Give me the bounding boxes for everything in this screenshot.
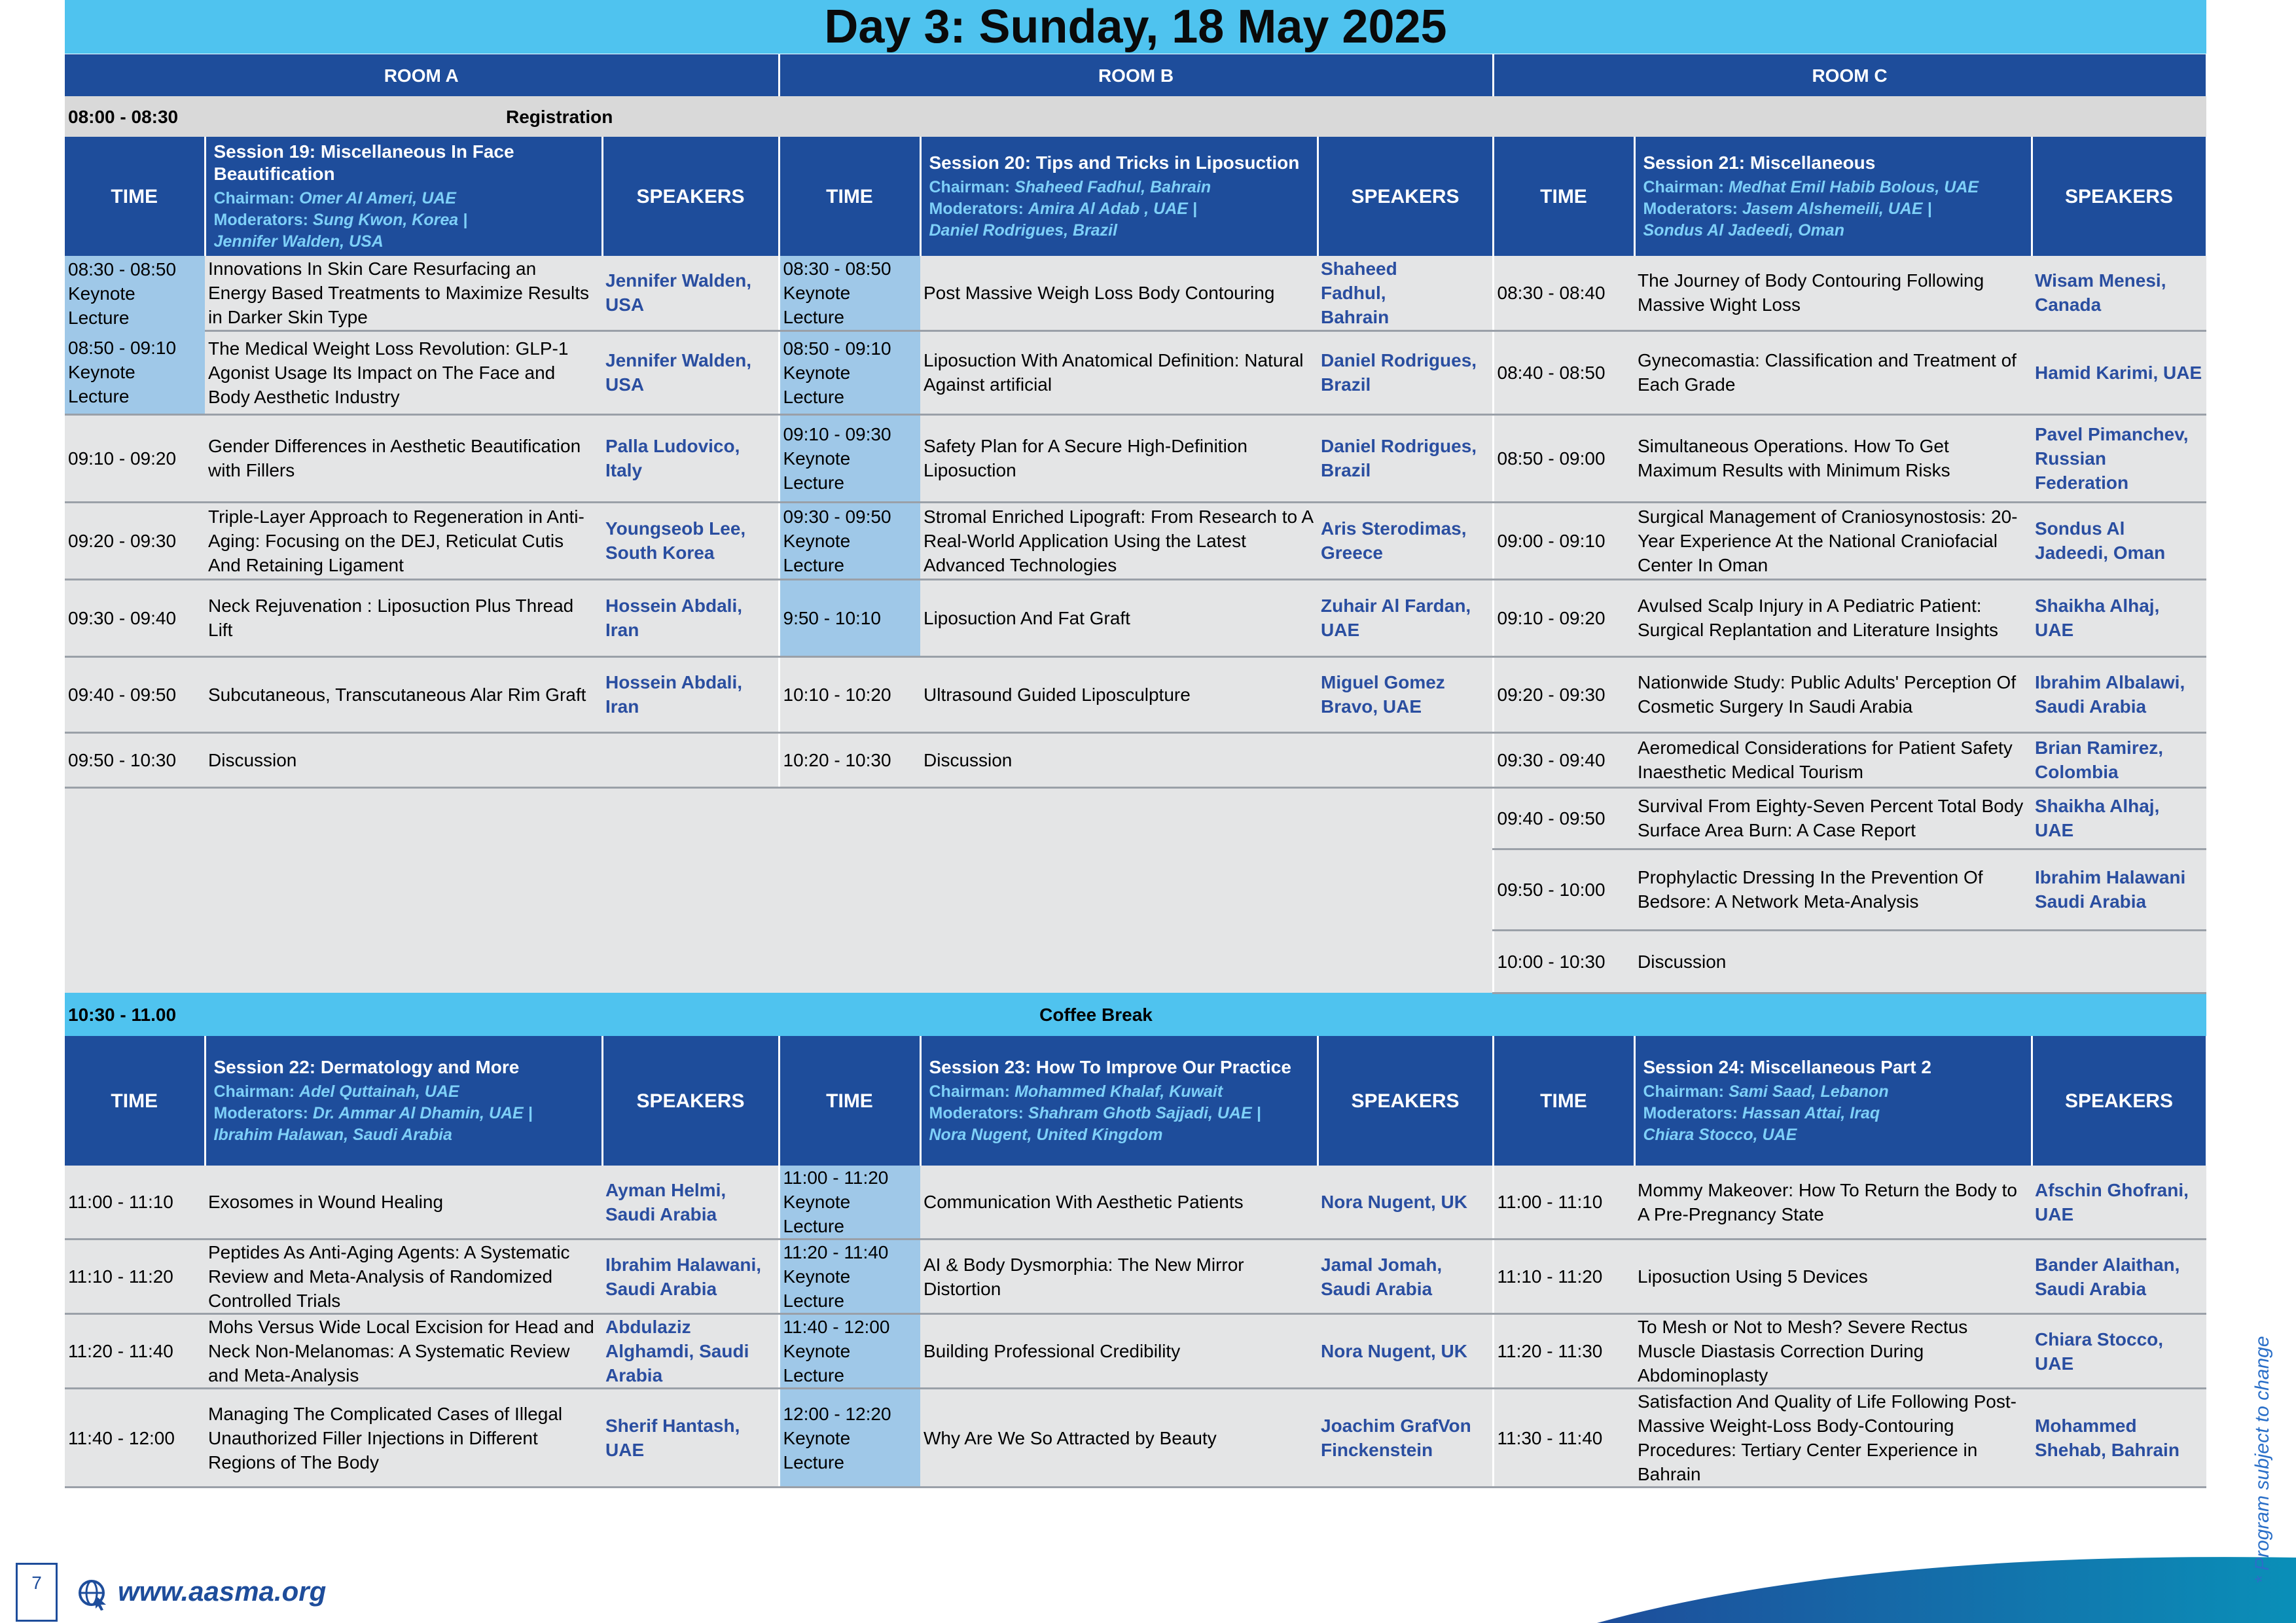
official-name: Amira Al Adab , UAE | xyxy=(1028,199,1197,218)
session-officials xyxy=(214,1103,598,1124)
coffee-label: Coffee Break xyxy=(205,993,2206,1036)
talk-topic: Building Professional Credibility xyxy=(920,1314,1318,1389)
keynote-time: 09:10 - 09:30 Keynote Lecture xyxy=(779,414,920,502)
talk-time: 09:10 - 09:20 xyxy=(65,414,205,502)
official-name: Medhat Emil Habib Bolous, UAE xyxy=(1729,177,1979,196)
session-title: Session 23: How To Improve Our Practice xyxy=(929,1056,1291,1077)
talk-time: 09:50 - 10:00 xyxy=(1493,849,1634,930)
role-label: Moderators: xyxy=(1643,199,1742,218)
room-header: ROOM A xyxy=(65,54,779,96)
speaker-name: Ibrahim Halawani, Saudi Arabia xyxy=(602,1240,779,1314)
keynote-time: 08:50 - 09:10 Keynote Lecture xyxy=(65,330,205,414)
role-label: Moderators: xyxy=(1643,1103,1742,1122)
speaker-name: Sherif Hantash, UAE xyxy=(602,1389,779,1488)
talk-time: 08:30 - 08:40 xyxy=(1493,256,1634,330)
session-header xyxy=(205,137,602,256)
official-name: Nora Nugent, United Kingdom xyxy=(929,1125,1163,1144)
session-title: Session 21: Miscellaneous xyxy=(1643,152,1876,173)
room-header: ROOM C xyxy=(1493,54,2206,96)
talk-topic: Liposuction Using 5 Devices xyxy=(1634,1240,2032,1314)
talk-topic: Simultaneous Operations. How To Get Maximum Results with Minimum Risks xyxy=(1634,414,2032,502)
time-column-header: TIME xyxy=(1493,137,1634,256)
coffee-time: 10:30 - 11.00 xyxy=(65,993,205,1036)
decorative-wave xyxy=(1597,1544,2296,1623)
keynote-time: 9:50 - 10:10 xyxy=(779,579,920,656)
session-officials xyxy=(929,198,1314,220)
speaker-name: Joachim GrafVon Finckenstein xyxy=(1318,1389,1493,1488)
official-name: Dr. Ammar Al Dhamin, UAE | xyxy=(312,1103,533,1122)
talk-time: 09:50 - 10:30 xyxy=(65,732,205,787)
talk-topic: Why Are We So Attracted by Beauty xyxy=(920,1389,1318,1488)
official-name: Daniel Rodrigues, Brazil xyxy=(929,221,1118,240)
official-name: Chiara Stocco, UAE xyxy=(1643,1125,1797,1144)
session-officials xyxy=(1643,1124,2028,1146)
speaker-name: Daniel Rodrigues, Brazil xyxy=(1318,414,1493,502)
speaker-name: Palla Ludovico, Italy xyxy=(602,414,779,502)
talk-time: 11:00 - 11:10 xyxy=(1493,1166,1634,1240)
speaker-name: Shaheed Fadhul, Bahrain xyxy=(1318,256,1493,330)
talk-topic: Exosomes in Wound Healing xyxy=(205,1166,602,1240)
talk-time: 08:40 - 08:50 xyxy=(1493,330,1634,414)
speaker-name: Daniel Rodrigues, Brazil xyxy=(1318,330,1493,414)
talk-topic: Surgical Management of Craniosynostosis: 20-Year Experience At the National Craniofacial Center In Oman xyxy=(1634,502,2032,579)
session-header xyxy=(1634,137,2032,256)
keynote-time: 12:00 - 12:20 Keynote Lecture xyxy=(779,1389,920,1488)
talk-topic: Peptides As Anti-Aging Agents: A Systematic Review and Meta-Analysis of Randomized Controlled Trials xyxy=(205,1240,602,1314)
official-name: Mohammed Khalaf, Kuwait xyxy=(1014,1082,1223,1101)
keynote-time: 08:30 - 08:50 Keynote Lecture xyxy=(779,256,920,330)
talk-time: 09:40 - 09:50 xyxy=(65,656,205,732)
speaker-name xyxy=(1318,732,1493,787)
session-officials xyxy=(929,1081,1314,1103)
speaker-name: Ibrahim Halawani Saudi Arabia xyxy=(2032,849,2206,930)
time-column-header: TIME xyxy=(1493,1036,1634,1166)
disclaimer-note: * Program subject to change xyxy=(2251,1336,2273,1584)
session-officials xyxy=(214,209,598,231)
speaker-name: Mohammed Shehab, Bahrain xyxy=(2032,1389,2206,1488)
talk-topic: Liposuction And Fat Graft xyxy=(920,579,1318,656)
speaker-name: Bander Alaithan, Saudi Arabia xyxy=(2032,1240,2206,1314)
official-name: Ibrahim Halawan, Saudi Arabia xyxy=(213,1125,452,1144)
speaker-name: Nora Nugent, UK xyxy=(1318,1314,1493,1389)
talk-time: 11:10 - 11:20 xyxy=(65,1240,205,1314)
speaker-name: Jamal Jomah, Saudi Arabia xyxy=(1318,1240,1493,1314)
session-officials xyxy=(929,177,1314,198)
talk-topic: Discussion xyxy=(920,732,1318,787)
talk-topic: Prophylactic Dressing In the Prevention Of Bedsore: A Network Meta-Analysis xyxy=(1634,849,2032,930)
speakers-column-header: SPEAKERS xyxy=(1318,137,1493,256)
keynote-time: 11:40 - 12:00 Keynote Lecture xyxy=(779,1314,920,1389)
session-title: Session 19: Miscellaneous In Face Beautification xyxy=(213,141,514,184)
speaker-name: Pavel Pimanchev, Russian Federation xyxy=(2032,414,2206,502)
role-label: Chairman: xyxy=(929,177,1015,196)
official-name: Jennifer Walden, USA xyxy=(213,232,384,251)
session-header xyxy=(920,137,1318,256)
speakers-column-header: SPEAKERS xyxy=(2032,1036,2206,1166)
talk-time: 09:20 - 09:30 xyxy=(1493,656,1634,732)
keynote-time: 11:00 - 11:20 Keynote Lecture xyxy=(779,1166,920,1240)
speaker-name: Wisam Menesi, Canada xyxy=(2032,256,2206,330)
session-officials xyxy=(929,220,1314,241)
speaker-name: Jennifer Walden, USA xyxy=(602,256,779,330)
talk-topic: Neck Rejuvenation : Liposuction Plus Thread Lift xyxy=(205,579,602,656)
talk-topic: Managing The Complicated Cases of Illegal Unauthorized Filler Injections in Different Regions of The Body xyxy=(205,1389,602,1488)
talk-time: 11:40 - 12:00 xyxy=(65,1389,205,1488)
talk-time: 11:30 - 11:40 xyxy=(1493,1389,1634,1488)
official-name: Sung Kwon, Korea | xyxy=(312,210,468,229)
speaker-name: Miguel Gomez Bravo, UAE xyxy=(1318,656,1493,732)
speakers-column-header: SPEAKERS xyxy=(602,1036,779,1166)
session-officials xyxy=(214,1081,598,1103)
talk-time: 10:20 - 10:30 xyxy=(779,732,920,787)
registration-time: 08:00 - 08:30 xyxy=(65,96,205,137)
keynote-time: 11:20 - 11:40 Keynote Lecture xyxy=(779,1240,920,1314)
session-officials xyxy=(214,231,598,253)
talk-topic: Post Massive Weigh Loss Body Contouring xyxy=(920,256,1318,330)
session-title: Session 24: Miscellaneous Part 2 xyxy=(1643,1056,1931,1077)
empty-area xyxy=(65,787,1493,849)
talk-topic: Ultrasound Guided Liposculpture xyxy=(920,656,1318,732)
speakers-column-header: SPEAKERS xyxy=(602,137,779,256)
session-officials xyxy=(929,1103,1314,1124)
empty-area xyxy=(65,930,1493,993)
registration-blank xyxy=(779,96,2206,137)
talk-topic: Nationwide Study: Public Adults' Perception Of Cosmetic Surgery In Saudi Arabia xyxy=(1634,656,2032,732)
official-name: Hassan Attai, Iraq xyxy=(1742,1103,1880,1122)
talk-topic: Mohs Versus Wide Local Excision for Head and Neck Non-Melanomas: A Systematic Review and Meta-Analysis xyxy=(205,1314,602,1389)
keynote-time: 08:50 - 09:10 Keynote Lecture xyxy=(779,330,920,414)
talk-time: 09:40 - 09:50 xyxy=(1493,787,1634,849)
keynote-time: 09:30 - 09:50 Keynote Lecture xyxy=(779,502,920,579)
speaker-name: Hossein Abdali, Iran xyxy=(602,656,779,732)
official-name: Jasem Alshemeili, UAE | xyxy=(1742,199,1932,218)
keynote-time: 08:30 - 08:50 Keynote Lecture xyxy=(65,256,205,330)
speaker-name: Aris Sterodimas, Greece xyxy=(1318,502,1493,579)
role-label: Chairman: xyxy=(213,1082,300,1101)
talk-time: 09:30 - 09:40 xyxy=(1493,732,1634,787)
time-column-header: TIME xyxy=(779,1036,920,1166)
talk-time: 09:00 - 09:10 xyxy=(1493,502,1634,579)
official-name: Omer Al Ameri, UAE xyxy=(299,188,456,207)
talk-topic: Liposuction With Anatomical Definition: Natural Against artificial xyxy=(920,330,1318,414)
session-header xyxy=(1634,1036,2032,1166)
session-officials xyxy=(1643,1103,2028,1124)
speaker-name: Sondus Al Jadeedi, Oman xyxy=(2032,502,2206,579)
speaker-name: Shaikha Alhaj, UAE xyxy=(2032,579,2206,656)
role-label: Moderators: xyxy=(929,199,1028,218)
talk-topic: Innovations In Skin Care Resurfacing an Energy Based Treatments to Maximize Results in Darker Skin Type xyxy=(205,256,602,330)
speaker-name: Ibrahim Albalawi, Saudi Arabia xyxy=(2032,656,2206,732)
session-officials xyxy=(1643,220,2028,241)
talk-topic: Discussion xyxy=(205,732,602,787)
speaker-name: Abdulaziz Alghamdi, Saudi Arabia xyxy=(602,1314,779,1389)
official-name: Adel Quttainah, UAE xyxy=(299,1082,459,1101)
session-header xyxy=(205,1036,602,1166)
session-title: Session 20: Tips and Tricks in Liposuction xyxy=(929,152,1300,173)
talk-time: 09:30 - 09:40 xyxy=(65,579,205,656)
speaker-name: Jennifer Walden, USA xyxy=(602,330,779,414)
role-label: Chairman: xyxy=(1643,1082,1729,1101)
speaker-name: Chiara Stocco, UAE xyxy=(2032,1314,2206,1389)
time-column-header: TIME xyxy=(65,137,205,256)
talk-topic: The Journey of Body Contouring Following Massive Wight Loss xyxy=(1634,256,2032,330)
talk-topic: Avulsed Scalp Injury in A Pediatric Patient: Surgical Replantation and Literature Insights xyxy=(1634,579,2032,656)
speaker-name: Afschin Ghofrani, UAE xyxy=(2032,1166,2206,1240)
talk-topic: Gender Differences in Aesthetic Beautification with Fillers xyxy=(205,414,602,502)
talk-topic: Communication With Aesthetic Patients xyxy=(920,1166,1318,1240)
talk-topic: Satisfaction And Quality of Life Following Post-Massive Weight-Loss Body-Contouring Procedures: Tertiary Center Experience in Bahrain xyxy=(1634,1389,2032,1488)
speaker-name xyxy=(602,732,779,787)
empty-area xyxy=(65,849,1493,930)
talk-topic: Subcutaneous, Transcutaneous Alar Rim Graft xyxy=(205,656,602,732)
role-label: Chairman: xyxy=(213,188,300,207)
room-header: ROOM B xyxy=(779,54,1493,96)
talk-time: 09:10 - 09:20 xyxy=(1493,579,1634,656)
talk-time: 10:00 - 10:30 xyxy=(1493,930,1634,993)
talk-topic: Triple-Layer Approach to Regeneration in Anti-Aging: Focusing on the DEJ, Reticulat Cutis And Retaining Ligament xyxy=(205,502,602,579)
page-number: 7 xyxy=(16,1563,58,1622)
talk-topic: The Medical Weight Loss Revolution: GLP-1 Agonist Usage Its Impact on The Face and Body Aesthetic Industry xyxy=(205,330,602,414)
official-name: Sami Saad, Lebanon xyxy=(1729,1082,1889,1101)
talk-topic: Aeromedical Considerations for Patient Safety Inaesthetic Medical Tourism xyxy=(1634,732,2032,787)
speakers-column-header: SPEAKERS xyxy=(2032,137,2206,256)
session-header xyxy=(920,1036,1318,1166)
speaker-name: Ayman Helmi, Saudi Arabia xyxy=(602,1166,779,1240)
talk-time: 10:10 - 10:20 xyxy=(779,656,920,732)
speaker-name xyxy=(2032,930,2206,993)
speaker-name: Zuhair Al Fardan, UAE xyxy=(1318,579,1493,656)
speaker-name: Brian Ramirez, Colombia xyxy=(2032,732,2206,787)
official-name: Shahram Ghotb Sajjadi, UAE | xyxy=(1028,1103,1261,1122)
schedule-table xyxy=(65,54,2208,1488)
session-title: Session 22: Dermatology and More xyxy=(213,1056,520,1077)
session-officials xyxy=(1643,1081,2028,1103)
session-officials xyxy=(214,188,598,209)
talk-time: 11:10 - 11:20 xyxy=(1493,1240,1634,1314)
registration-label: Registration xyxy=(205,96,779,137)
talk-topic: Mommy Makeover: How To Return the Body to A Pre-Pregnancy State xyxy=(1634,1166,2032,1240)
talk-topic: Safety Plan for A Secure High-Definition Liposuction xyxy=(920,414,1318,502)
role-label: Chairman: xyxy=(929,1082,1015,1101)
talk-topic: Discussion xyxy=(1634,930,2032,993)
time-column-header: TIME xyxy=(779,137,920,256)
speaker-name: Shaikha Alhaj, UAE xyxy=(2032,787,2206,849)
website-link[interactable]: www.aasma.org xyxy=(118,1576,327,1607)
session-officials xyxy=(1643,177,2028,198)
page-title: Day 3: Sunday, 18 May 2025 xyxy=(65,0,2206,54)
official-name: Shaheed Fadhul, Bahrain xyxy=(1014,177,1211,196)
talk-time: 11:20 - 11:30 xyxy=(1493,1314,1634,1389)
talk-topic: Gynecomastia: Classification and Treatment of Each Grade xyxy=(1634,330,2032,414)
talk-time: 11:00 - 11:10 xyxy=(65,1166,205,1240)
talk-topic: Stromal Enriched Lipograft: From Research to A Real-World Application Using the Latest Advanced Technologies xyxy=(920,502,1318,579)
time-column-header: TIME xyxy=(65,1036,205,1166)
talk-time: 11:20 - 11:40 xyxy=(65,1314,205,1389)
globe-icon xyxy=(77,1578,110,1611)
session-officials xyxy=(929,1124,1314,1146)
session-officials xyxy=(214,1124,598,1146)
speaker-name: Hamid Karimi, UAE xyxy=(2032,330,2206,414)
role-label: Moderators: xyxy=(929,1103,1028,1122)
session-officials xyxy=(1643,198,2028,220)
role-label: Chairman: xyxy=(1643,177,1729,196)
talk-topic: To Mesh or Not to Mesh? Severe Rectus Muscle Diastasis Correction During Abdominoplasty xyxy=(1634,1314,2032,1389)
official-name: Sondus Al Jadeedi, Oman xyxy=(1643,221,1844,240)
speakers-column-header: SPEAKERS xyxy=(1318,1036,1493,1166)
talk-topic: AI & Body Dysmorphia: The New Mirror Distortion xyxy=(920,1240,1318,1314)
speaker-name: Youngseob Lee, South Korea xyxy=(602,502,779,579)
speaker-name: Hossein Abdali, Iran xyxy=(602,579,779,656)
talk-time: 09:20 - 09:30 xyxy=(65,502,205,579)
talk-time: 08:50 - 09:00 xyxy=(1493,414,1634,502)
role-label: Moderators: xyxy=(213,210,313,229)
speaker-name: Nora Nugent, UK xyxy=(1318,1166,1493,1240)
talk-topic: Survival From Eighty-Seven Percent Total Body Surface Area Burn: A Case Report xyxy=(1634,787,2032,849)
role-label: Moderators: xyxy=(213,1103,313,1122)
